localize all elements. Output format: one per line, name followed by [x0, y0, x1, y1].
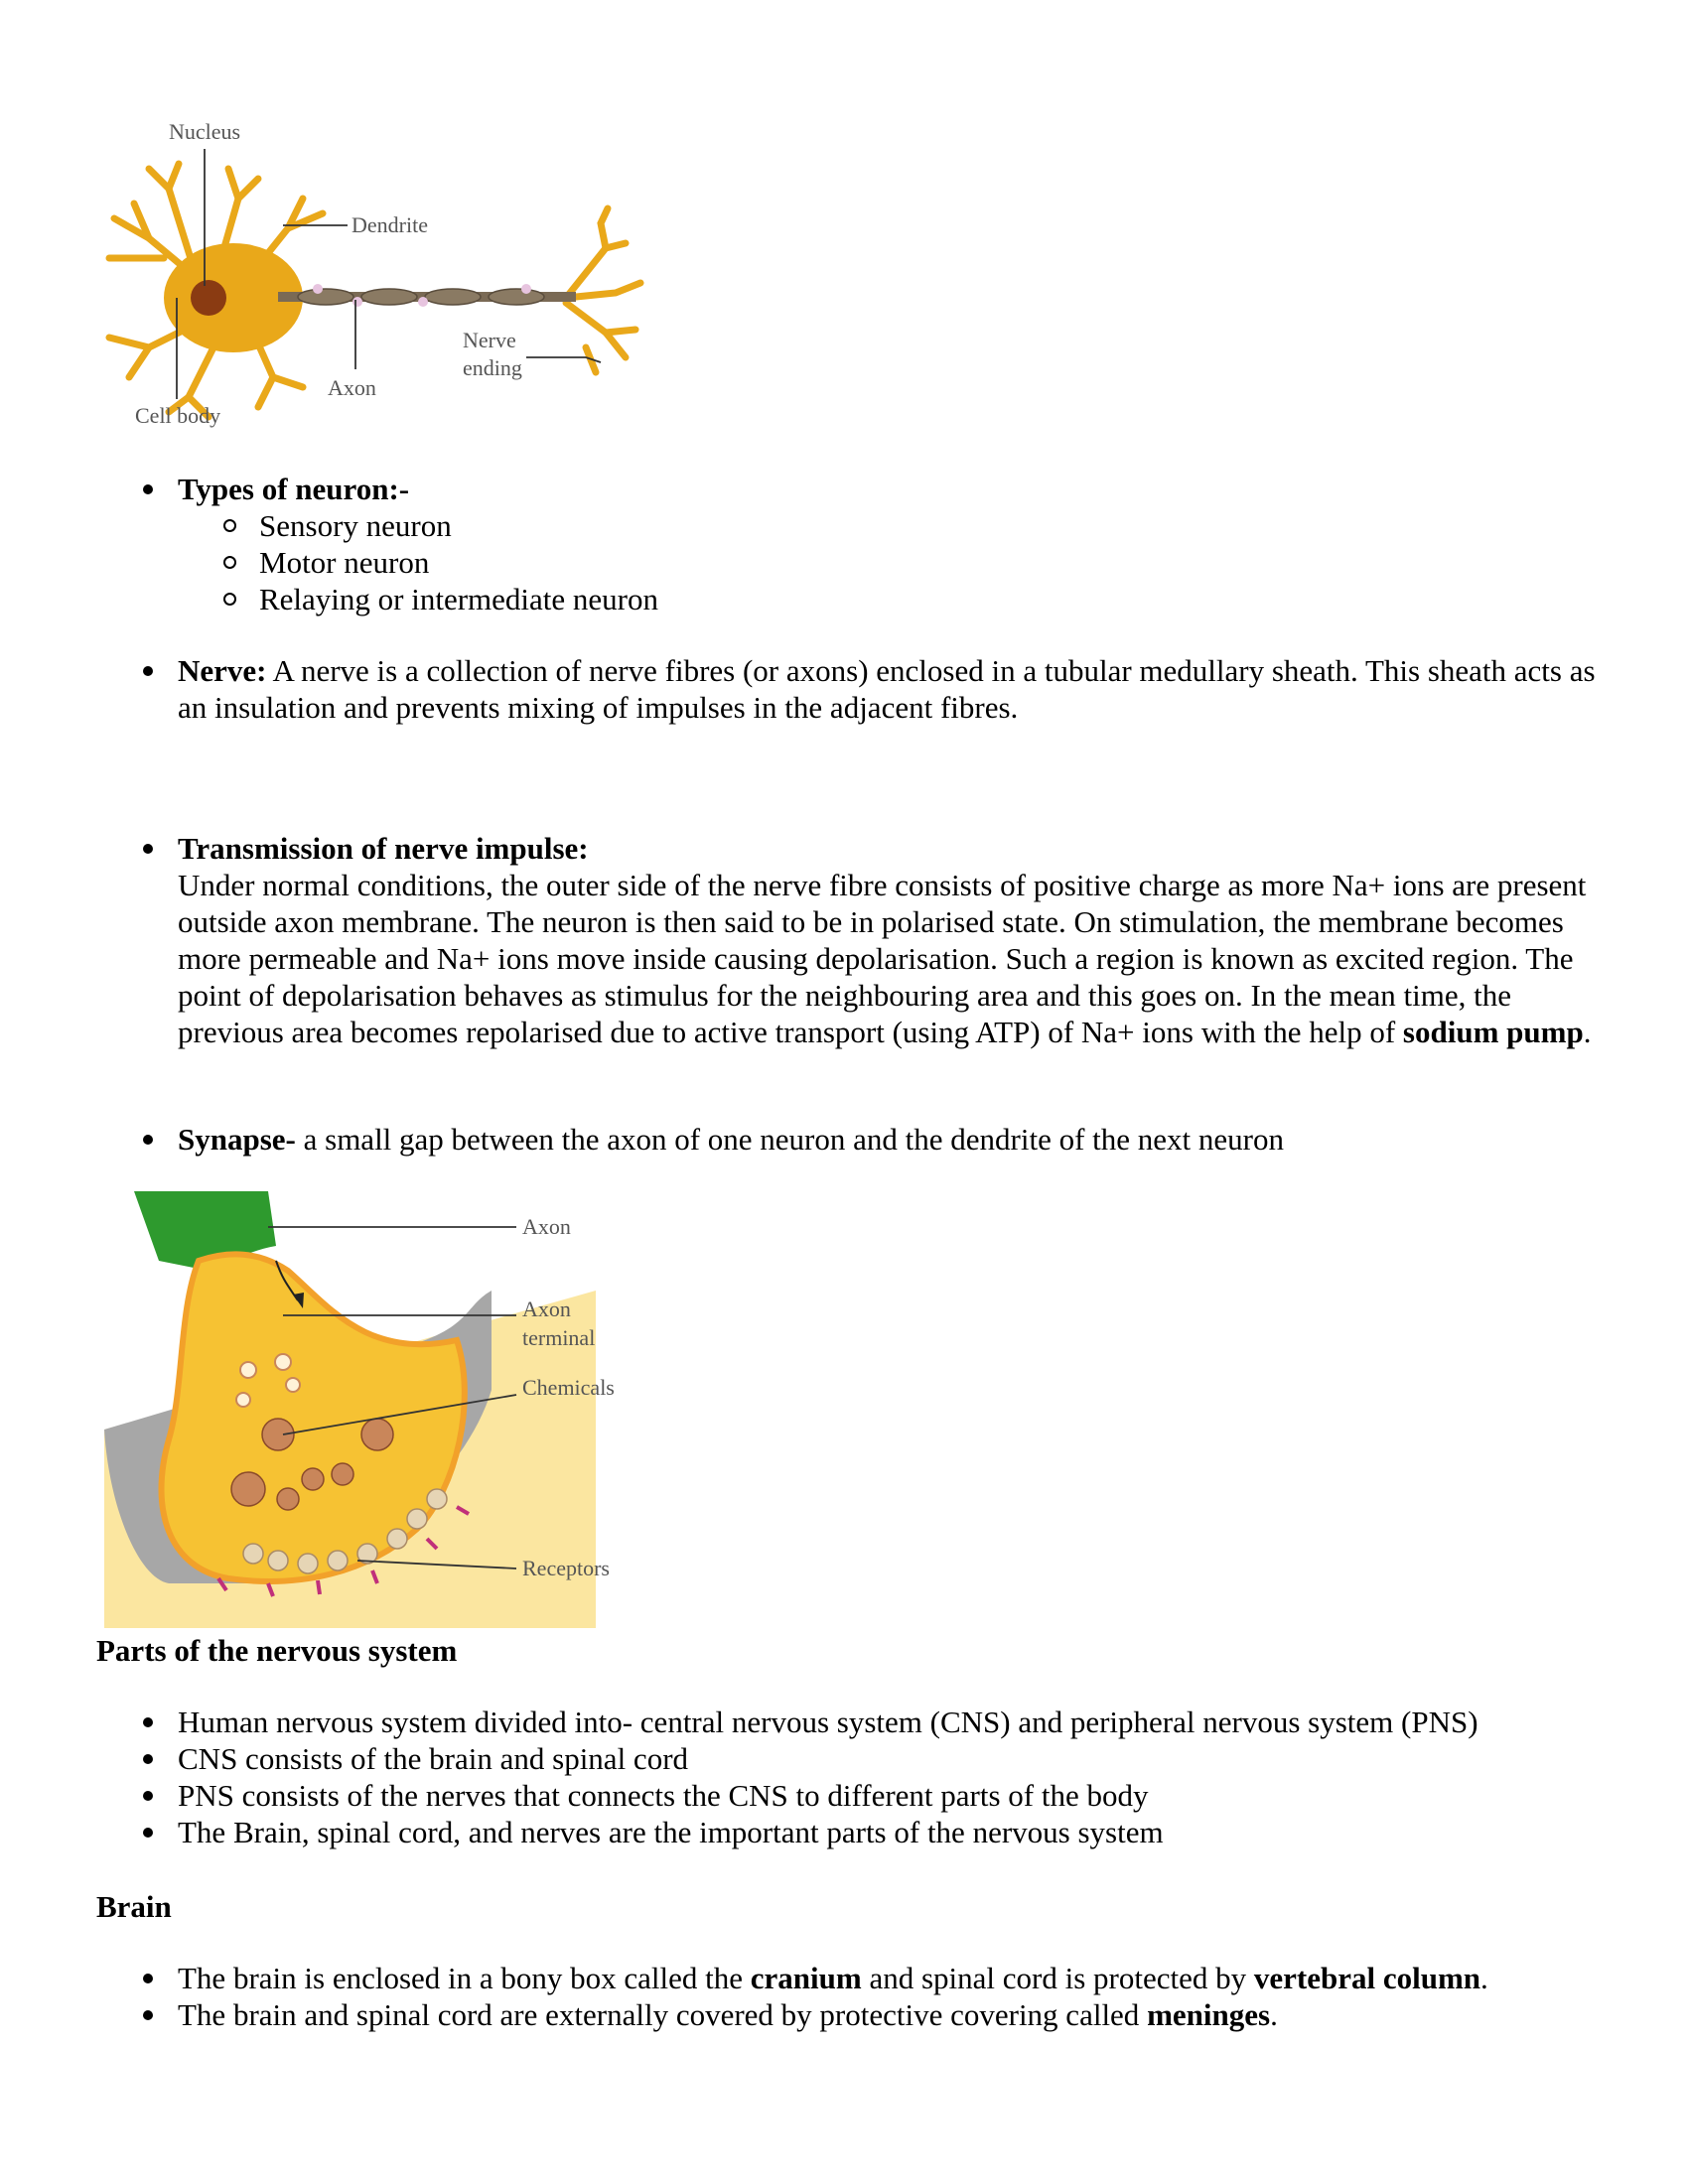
neuron-diagram	[89, 109, 645, 447]
neuron-type: Sensory neuron	[259, 508, 452, 543]
synapse-list	[96, 1121, 1606, 1158]
meninges-term: meninges	[1147, 1997, 1271, 2032]
parts-item: The Brain, spinal cord, and nerves are the important parts of the nervous system	[178, 1815, 1164, 1849]
label-dendrite: Dendrite	[352, 212, 428, 237]
list-item	[96, 1740, 1606, 1777]
label-axon-terminal-2: terminal	[522, 1325, 596, 1350]
transmission-title: Transmission of nerve impulse:	[178, 831, 589, 866]
label-nucleus: Nucleus	[169, 119, 241, 144]
transmission-text: Under normal conditions, the outer side of the nerve fibre consists of positive charge as more Na+ ions are present outside axon membrane. The neuron is then said to be in polarised state. On stimulation, the membrane becomes more permeable and Na+ ions move inside causing depolarisation. Such a region is known as excited region. The point of depolarisation behaves as stimulus for the neighbouring area and this goes on. In the mean time, the previous area becomes repolarised due to active transport (using ATP) of Na+ ions with the help of	[178, 868, 1587, 1049]
brain-list	[96, 1960, 1606, 2033]
label-syn-axon: Axon	[522, 1214, 571, 1239]
label-ending: ending	[463, 355, 522, 380]
neuron-type: Relaying or intermediate neuron	[259, 582, 659, 616]
list-item	[96, 544, 1606, 581]
nerve-term: Nerve:	[178, 653, 267, 688]
parts-list	[96, 1704, 1606, 1850]
brain-text: and spinal cord is protected by	[861, 1961, 1254, 1995]
label-nerve: Nerve	[463, 328, 516, 352]
list-item	[96, 1814, 1606, 1850]
neuron-type: Motor neuron	[259, 545, 430, 580]
parts-heading: Parts of the nervous system	[96, 1633, 458, 1668]
list-item	[96, 652, 1606, 726]
vertebral-column-term: vertebral column	[1253, 1961, 1481, 1995]
parts-item: CNS consists of the brain and spinal cord	[178, 1741, 689, 1776]
label-receptors: Receptors	[522, 1556, 610, 1580]
brain-text: The brain and spinal cord are externally covered by protective covering called	[178, 1997, 1148, 2032]
parts-item: Human nervous system divided into- central nervous system (CNS) and peripheral nervous system (PNS)	[178, 1705, 1478, 1739]
nerve-list	[96, 652, 1606, 726]
list-item	[96, 1960, 1606, 1996]
parts-item: PNS consists of the nerves that connects the CNS to different parts of the body	[178, 1778, 1149, 1813]
brain-heading: Brain	[96, 1889, 172, 1924]
list-item	[96, 1121, 1606, 1158]
synapse-term: Synapse-	[178, 1122, 296, 1157]
list-item	[96, 1996, 1606, 2033]
synapse-text: a small gap between the axon of one neuron and the dendrite of the next neuron	[295, 1122, 1284, 1157]
sodium-pump-term: sodium pump	[1402, 1015, 1584, 1049]
label-cell-body: Cell body	[135, 403, 221, 428]
brain-text: The brain is enclosed in a bony box called the	[178, 1961, 751, 1995]
cranium-term: cranium	[750, 1961, 862, 1995]
list-item	[96, 830, 1606, 1050]
list-item	[96, 581, 1606, 617]
transmission-list	[96, 830, 1606, 1050]
brain-text: .	[1270, 1997, 1278, 2032]
list-item	[96, 1704, 1606, 1740]
list-item	[96, 471, 1606, 507]
label-chemicals: Chemicals	[522, 1375, 615, 1400]
list-item	[96, 507, 1606, 544]
label-axon-terminal-1: Axon	[522, 1297, 571, 1321]
types-of-neuron-list	[96, 471, 1606, 617]
types-of-neuron-title: Types of neuron:-	[178, 472, 410, 506]
synapse-diagram	[99, 1191, 655, 1633]
label-axon: Axon	[328, 375, 376, 400]
nerve-text: A nerve is a collection of nerve fibres (or axons) enclosed in a tubular medullary sheath. This sheath acts as an insulation and prevents mixing of impulses in the adjacent fibres.	[178, 653, 1596, 725]
brain-text: .	[1480, 1961, 1488, 1995]
transmission-end: .	[1583, 1015, 1592, 1049]
list-item	[96, 1777, 1606, 1814]
